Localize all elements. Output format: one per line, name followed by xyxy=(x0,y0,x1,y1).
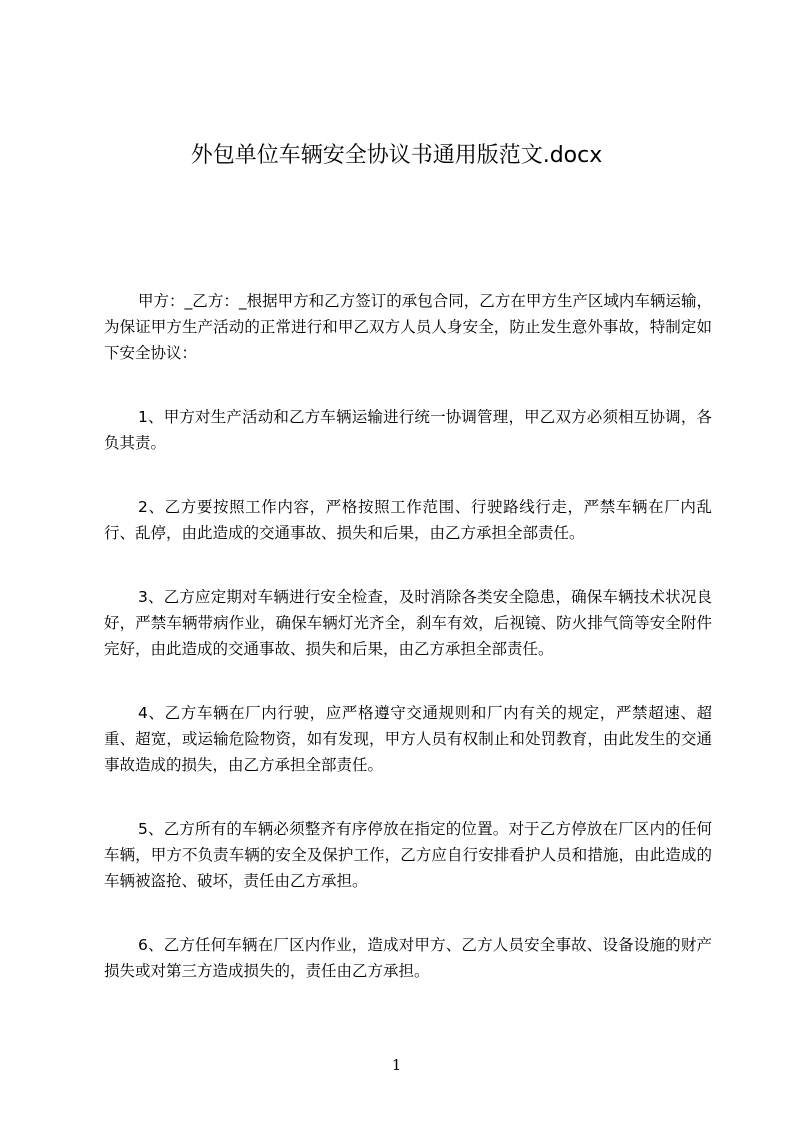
document-title: 外包单位车辆安全协议书通用版范文.docx xyxy=(190,143,603,168)
clause-5-paragraph: 5、乙方所有的车辆必须整齐有序停放在指定的位置。对于乙方停放在厂区内的任何车辆，甲方不负责车辆的安全及保护工作，乙方应自行安排看护人员和措施，由此造成的车辆被盗抢、破坏，责任由乙方承担。 xyxy=(104,820,712,890)
intro-paragraph: 甲方：_乙方：_根据甲方和乙方签订的承包合同，乙方在甲方生产区域内车辆运输，为保证甲方生产活动的正常进行和甲乙双方人员人身安全，防止发生意外事故，特制定如下安全协议： xyxy=(104,292,712,362)
page-number: 1 xyxy=(391,1056,402,1074)
clause-2-paragraph: 2、乙方要按照工作内容，严格按照工作范围、行驶路线行走，严禁车辆在厂内乱行、乱停，由此造成的交通事故、损失和后果，由乙方承担全部责任。 xyxy=(104,498,712,542)
document-body xyxy=(104,288,712,1022)
clause-4-paragraph: 4、乙方车辆在厂内行驶，应严格遵守交通规则和厂内有关的规定，严禁超速、超重、超宽，或运输危险物资，如有发现，甲方人员有权制止和处罚教育，由此发生的交通事故造成的损失，由乙方承担全部责任。 xyxy=(104,704,712,774)
clause-6-paragraph: 6、乙方任何车辆在厂区内作业，造成对甲方、乙方人员安全事故、设备设施的财产损失或对第三方造成损失的，责任由乙方承担。 xyxy=(104,936,712,980)
clause-1-paragraph: 1、甲方对生产活动和乙方车辆运输进行统一协调管理，甲乙双方必须相互协调，各负其责。 xyxy=(104,408,712,452)
clause-3-paragraph: 3、乙方应定期对车辆进行安全检查，及时消除各类安全隐患，确保车辆技术状况良好，严禁车辆带病作业，确保车辆灯光齐全，刹车有效，后视镜、防火排气筒等安全附件完好，由此造成的交通事故、损失和后果，由乙方承担全部责任。 xyxy=(104,588,712,658)
